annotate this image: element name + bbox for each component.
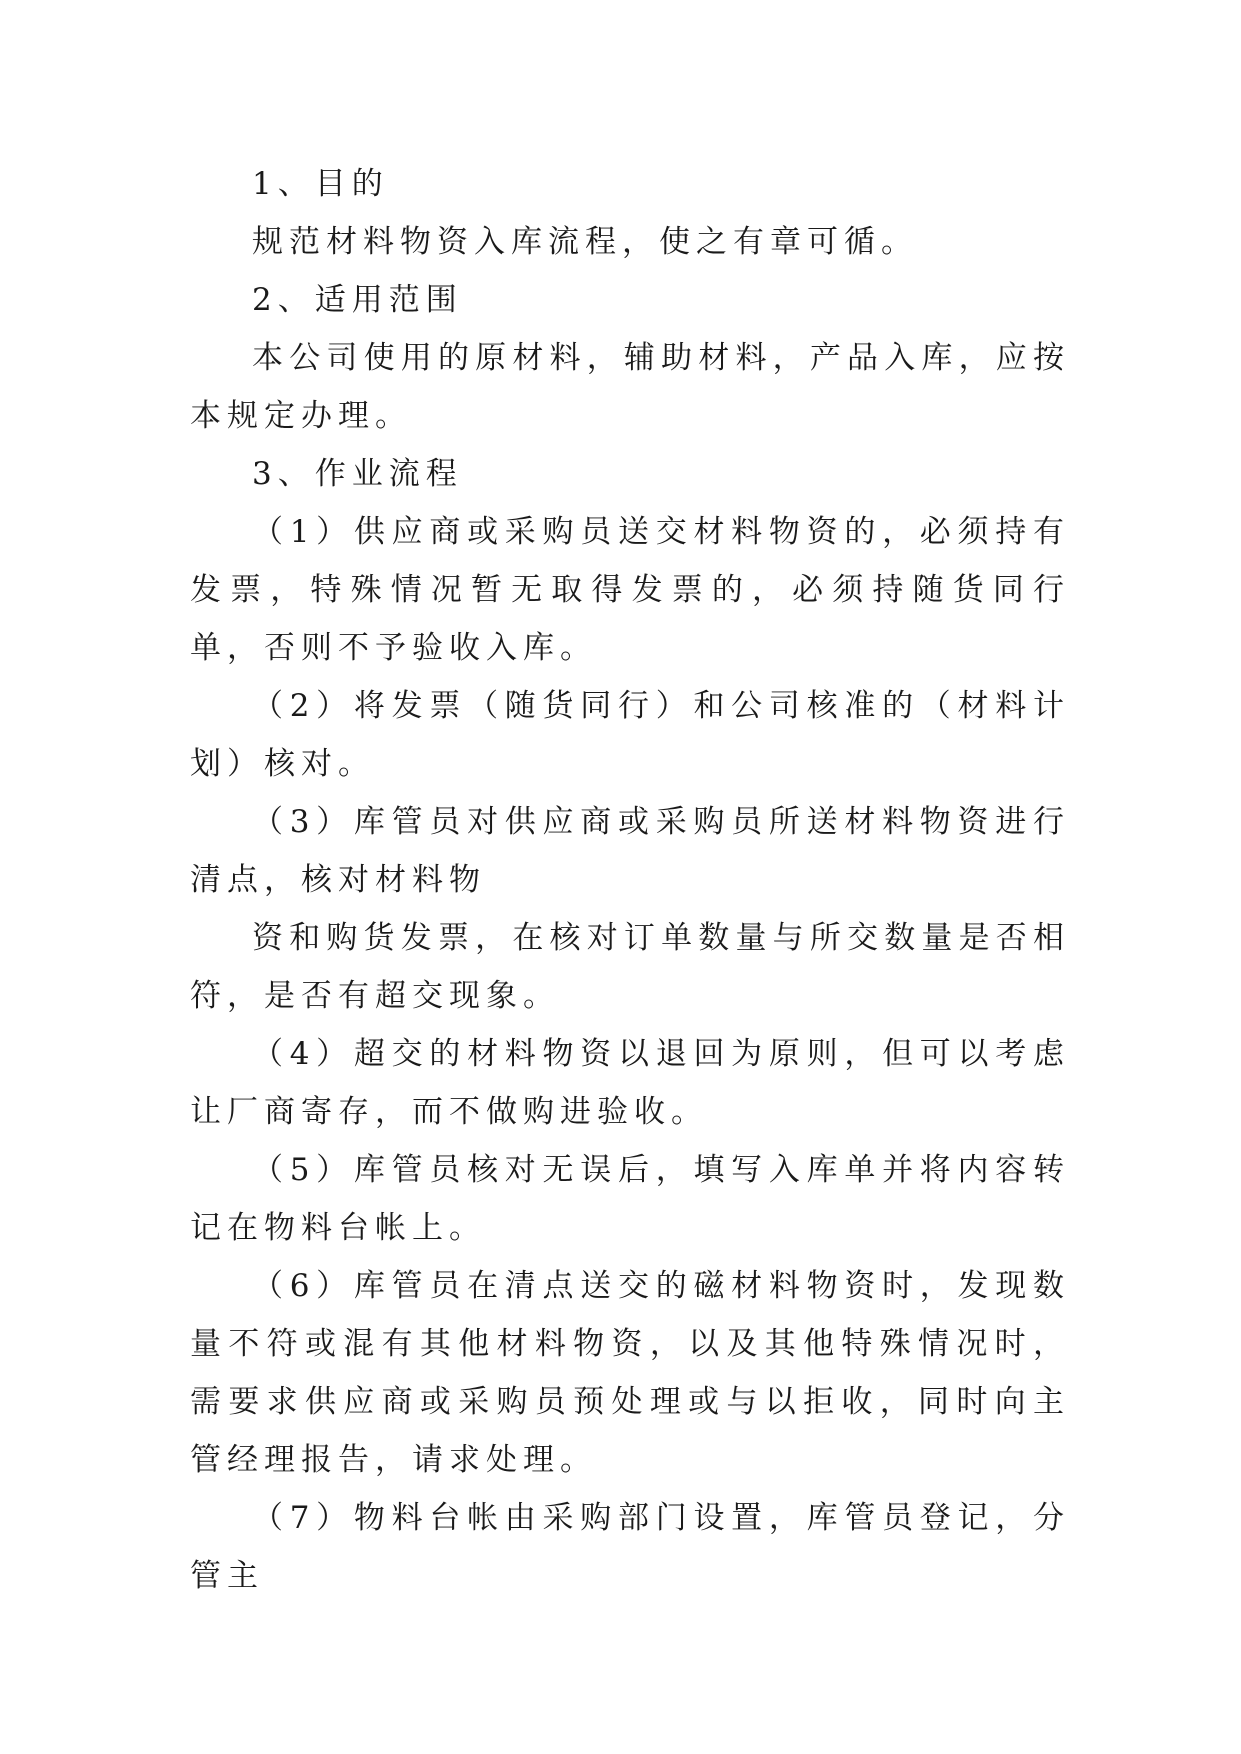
- paragraph-step-4: （4）超交的材料物资以退回为原则，但可以考虑让厂商寄存，而不做购进验收。: [190, 1036, 1070, 1130]
- paragraph-step-1: （1）供应商或采购员送交材料物资的，必须持有发票，特殊情况暂无取得发票的，必须持随货同行单，否则不予验收入库。: [190, 514, 1070, 666]
- paragraph-step-2: （2）将发票（随货同行）和公司核准的（材料计划）核对。: [190, 688, 1070, 782]
- section-heading-procedure: 3、作业流程: [252, 456, 463, 492]
- section-heading-scope: 2、适用范围: [252, 282, 463, 318]
- paragraph-step-3-continued: 资和购货发票，在核对订单数量与所交数量是否相符，是否有超交现象。: [190, 920, 1070, 1014]
- section-heading-purpose: 1、目的: [252, 166, 389, 202]
- paragraph-step-3: （3）库管员对供应商或采购员所送材料物资进行清点，核对材料物: [190, 804, 1070, 898]
- paragraph-purpose: 规范材料物资入库流程，使之有章可循。: [252, 224, 918, 260]
- paragraph-step-5: （5）库管员核对无误后，填写入库单并将内容转记在物料台帐上。: [190, 1152, 1070, 1246]
- paragraph-step-7: （7）物料台帐由采购部门设置，库管员登记，分管主: [190, 1500, 1070, 1594]
- paragraph-step-6: （6）库管员在清点送交的磁材料物资时，发现数量不符或混有其他材料物资，以及其他特殊情况时，需要求供应商或采购员预处理或与以拒收，同时向主管经理报告，请求处理。: [190, 1268, 1070, 1478]
- document-body: [190, 155, 1070, 1605]
- paragraph-scope: 本公司使用的原材料，辅助材料，产品入库，应按本规定办理。: [190, 340, 1070, 434]
